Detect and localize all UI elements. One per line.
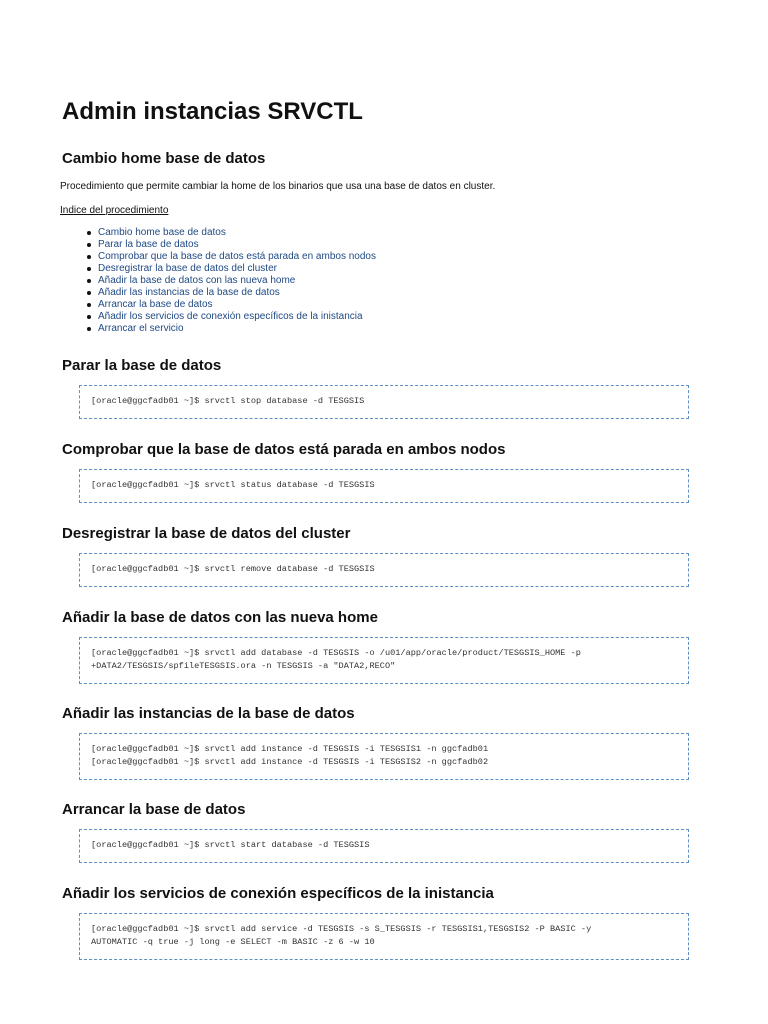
code-block-parar: [oracle@ggcfadb01 ~]$ srvctl stop database -d TESGSIS	[79, 385, 689, 419]
toc-item	[84, 287, 376, 299]
section-heading-anadir-instancias: Añadir las instancias de la base de datos	[62, 705, 355, 722]
section-heading-anadir-base: Añadir la base de datos con las nueva home	[62, 609, 378, 626]
toc-link-anadir-servicios[interactable]: Añadir los servicios de conexión específicos de la inistancia	[98, 311, 363, 322]
toc-item	[84, 263, 376, 275]
code-block-anadir-base: [oracle@ggcfadb01 ~]$ srvctl add database -d TESGSIS -o /u01/app/oracle/product/TESGSIS_HOME -p +DATA2/TESGSIS/spfileTESGSIS.ora -n TESGSIS -a "DATA2,RECO"	[79, 637, 689, 684]
toc-link-arrancar-base[interactable]: Arrancar la base de datos	[98, 299, 213, 310]
index-title: Indice del procedimiento	[60, 205, 169, 216]
code-block-anadir-servicios: [oracle@ggcfadb01 ~]$ srvctl add service -d TESGSIS -s S_TESGSIS -r TESGSIS1,TESGSIS2 -P BASIC -y AUTOMATIC -q true -j long -e SELECT -m BASIC -z 6 -w 10	[79, 913, 689, 960]
intro-description: Procedimiento que permite cambiar la home de los binarios que usa una base de datos en cluster.	[60, 181, 496, 192]
page-title: Admin instancias SRVCTL	[62, 98, 363, 125]
code-block-anadir-instancias: [oracle@ggcfadb01 ~]$ srvctl add instance -d TESGSIS -i TESGSIS1 -n ggcfadb01 [oracle@ggcfadb01 ~]$ srvctl add instance -d TESGSIS -i TESGSIS2 -n ggcfadb02	[79, 733, 689, 780]
toc-link-comprobar[interactable]: Comprobar que la base de datos está parada en ambos nodos	[98, 251, 376, 262]
toc-item	[84, 239, 376, 251]
section-heading-desregistrar: Desregistrar la base de datos del cluster	[62, 525, 351, 542]
toc-link-cambio-home[interactable]: Cambio home base de datos	[98, 227, 226, 238]
section-heading-parar: Parar la base de datos	[62, 357, 222, 374]
toc-item	[84, 323, 376, 335]
toc-item	[84, 299, 376, 311]
toc-link-parar[interactable]: Parar la base de datos	[98, 239, 199, 250]
code-block-comprobar: [oracle@ggcfadb01 ~]$ srvctl status database -d TESGSIS	[79, 469, 689, 503]
toc-link-anadir-base[interactable]: Añadir la base de datos con las nueva home	[98, 275, 296, 286]
toc-link-arrancar-servicio[interactable]: Arrancar el servicio	[98, 323, 184, 334]
toc-item	[84, 251, 376, 263]
table-of-contents	[84, 227, 376, 335]
section-heading-comprobar: Comprobar que la base de datos está parada en ambos nodos	[62, 441, 506, 458]
section-heading-cambio-home: Cambio home base de datos	[62, 150, 266, 167]
toc-link-desregistrar[interactable]: Desregistrar la base de datos del cluster	[98, 263, 277, 274]
toc-item	[84, 275, 376, 287]
toc-link-anadir-instancias[interactable]: Añadir las instancias de la base de datos	[98, 287, 280, 298]
toc-item	[84, 311, 376, 323]
section-heading-arrancar-base: Arrancar la base de datos	[62, 801, 246, 818]
code-block-desregistrar: [oracle@ggcfadb01 ~]$ srvctl remove database -d TESGSIS	[79, 553, 689, 587]
toc-item	[84, 227, 376, 239]
code-block-arrancar-base: [oracle@ggcfadb01 ~]$ srvctl start database -d TESGSIS	[79, 829, 689, 863]
section-heading-anadir-servicios: Añadir los servicios de conexión específicos de la inistancia	[62, 885, 494, 902]
